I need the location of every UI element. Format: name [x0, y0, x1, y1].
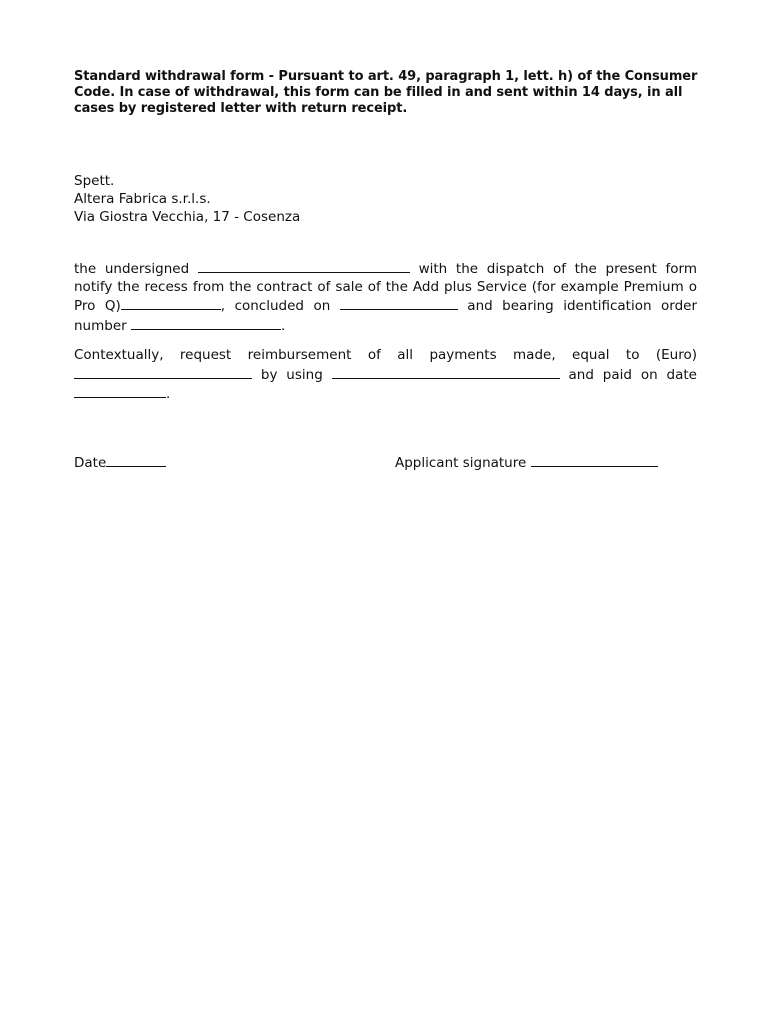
by-using-text: by using	[260, 366, 323, 383]
reimbursement-text: Contextually, request reimbursement of all payments made, equal to (Euro)	[74, 347, 697, 363]
order-number-text: and bearing identification order number	[74, 298, 698, 334]
undersigned-text: the undersigned	[74, 261, 190, 277]
recipient-salutation: Spett.	[74, 173, 115, 189]
signature-line	[395, 453, 658, 472]
amount-blank-field[interactable]	[74, 365, 252, 379]
concluded-on-text: , concluded on	[220, 298, 331, 314]
name-blank-field[interactable]	[198, 259, 410, 273]
date-blank-field[interactable]	[106, 453, 166, 467]
date-label: Date	[74, 455, 107, 471]
withdrawal-paragraph	[74, 259, 697, 335]
payment-date-blank-field[interactable]	[74, 384, 166, 398]
recipient-address	[74, 172, 694, 226]
recipient-company: Altera Fabrica s.r.l.s.	[74, 191, 211, 207]
signature-blank-field[interactable]	[531, 453, 658, 467]
signature-label: Applicant signature	[395, 455, 527, 471]
paragraph2-period: .	[166, 386, 171, 402]
paragraph1-period: .	[281, 317, 286, 334]
order-number-blank-field[interactable]	[131, 316, 281, 330]
payment-method-blank-field[interactable]	[332, 365, 560, 379]
reimbursement-paragraph	[74, 347, 697, 404]
notify-recess-text: with the dispatch of the present form notify the recess from the contract of sale of the Add plus Service (for example Premium o Pro Q)	[74, 261, 697, 314]
recipient-street: Via Giostra Vecchia, 17 - Cosenza	[74, 209, 301, 225]
contract-date-blank-field[interactable]	[340, 296, 458, 310]
date-line	[74, 453, 166, 472]
paid-on-date-text: and paid on date	[568, 366, 697, 383]
form-heading: Standard withdrawal form - Pursuant to art. 49, paragraph 1, lett. h) of the Consumer Code. In case of withdrawal, this form can be filled in and sent within 14 days, in all cases by registered letter with return receipt.	[74, 69, 698, 116]
product-blank-field[interactable]	[121, 296, 221, 310]
